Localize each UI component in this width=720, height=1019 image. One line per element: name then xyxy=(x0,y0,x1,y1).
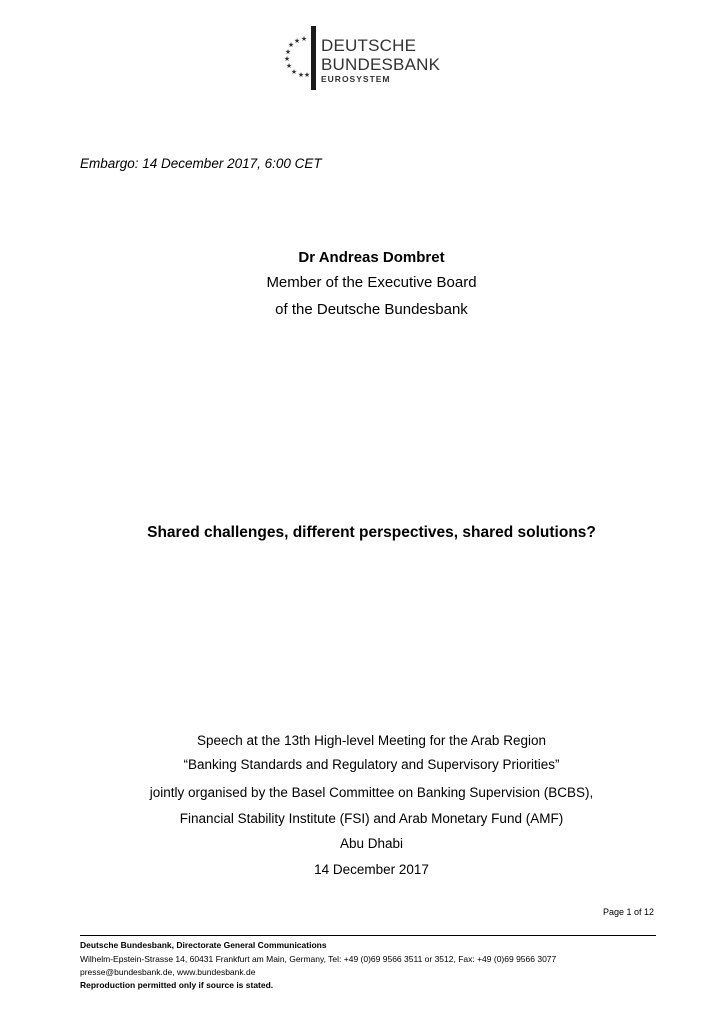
occasion-line1: Speech at the 13th High-level Meeting for the Arab Region xyxy=(197,733,546,748)
bundesbank-logo xyxy=(283,26,441,92)
occasion-line3: jointly organised by the Basel Committee on Banking Supervision (BCBS), xyxy=(149,785,594,800)
svg-text:★: ★ xyxy=(300,35,308,43)
footer-address: Wilhelm-Epstein-Strasse 14, 60431 Frankfurt am Main, Germany, Tel: +49 (0)69 9566 3511 or 3512, Fax: +49 (0)69 9566 3077 xyxy=(80,954,557,964)
footer-org: Deutsche Bundesbank, Directorate General Communications xyxy=(80,940,327,950)
footer-contact: presse@bundesbank.de, www.bundesbank.de xyxy=(80,967,256,977)
speaker-role-line2: of the Deutsche Bundesbank xyxy=(275,301,468,318)
footer-divider xyxy=(80,935,656,936)
page-number: Page 1 of 12 xyxy=(602,907,654,917)
svg-text:★: ★ xyxy=(285,62,293,70)
logo-text-deutsche: DEUTSCHE xyxy=(321,36,417,55)
logo-text-bundesbank: BUNDESBANK xyxy=(321,55,441,74)
speaker-role-line1: Member of the Executive Board xyxy=(266,274,477,291)
svg-text:★: ★ xyxy=(283,55,291,63)
logo-text-eurosystem: EUROSYSTEM xyxy=(321,74,391,84)
svg-text:★: ★ xyxy=(284,48,292,56)
svg-text:★: ★ xyxy=(297,71,305,78)
footer-reproduction-note: Reproduction permitted only if source is stated. xyxy=(80,980,274,990)
occasion-line2: “Banking Standards and Regulatory and Supervisory Priorities” xyxy=(183,757,560,772)
speech-title: Shared challenges, different perspectives, shared solutions? xyxy=(147,524,596,541)
logo-bar xyxy=(311,26,316,90)
occasion-place: Abu Dhabi xyxy=(339,836,404,851)
embargo-notice: Embargo: 14 December 2017, 6:00 CET xyxy=(80,156,322,171)
svg-text:★: ★ xyxy=(303,71,311,78)
svg-text:★: ★ xyxy=(293,37,301,45)
speaker-name: Dr Andreas Dombret xyxy=(298,249,445,266)
svg-text:★: ★ xyxy=(287,41,295,49)
svg-text:★: ★ xyxy=(290,68,298,76)
occasion-line4: Financial Stability Institute (FSI) and Arab Monetary Fund (AMF) xyxy=(179,811,564,826)
eu-stars-icon xyxy=(283,34,313,78)
occasion-date: 14 December 2017 xyxy=(314,862,429,877)
